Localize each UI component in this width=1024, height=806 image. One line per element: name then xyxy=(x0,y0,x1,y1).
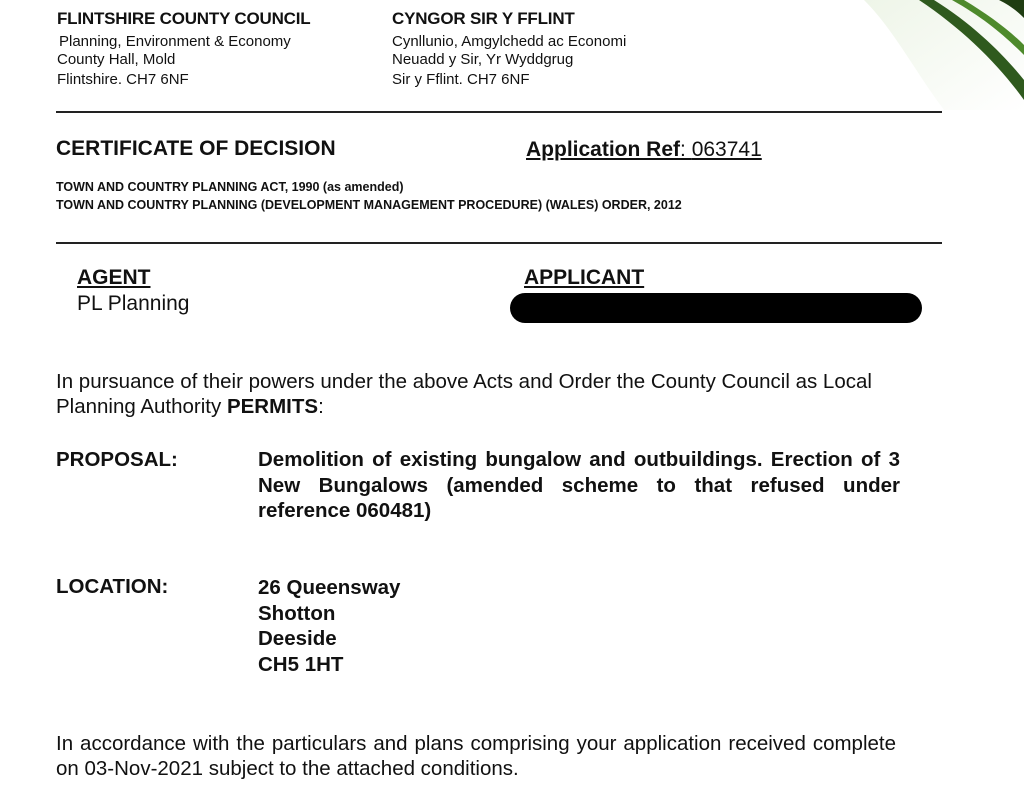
address-line-1-english: Planning, Environment & Economy xyxy=(59,33,291,50)
address-line-3-english: Flintshire. CH7 6NF xyxy=(57,71,189,88)
location-label: LOCATION: xyxy=(56,575,169,598)
agent-name: PL Planning xyxy=(77,292,190,315)
corner-swoosh-graphic xyxy=(824,0,1024,110)
agent-label: AGENT xyxy=(77,266,151,289)
decision-intro: In pursuance of their powers under the above Acts and Order the County Council as Local Planning Authority xyxy=(56,370,872,418)
decision-verdict-suffix: : xyxy=(318,395,324,418)
application-ref-label: Application Ref xyxy=(526,138,681,161)
application-ref-colon: : xyxy=(680,138,692,161)
application-reference xyxy=(526,138,762,162)
act-line-2: TOWN AND COUNTRY PLANNING (DEVELOPMENT MANAGEMENT PROCEDURE) (WALES) ORDER, 2012 xyxy=(56,198,682,212)
decision-verdict: PERMITS xyxy=(226,395,319,418)
address-line-2-english: County Hall, Mold xyxy=(57,51,176,68)
certificate-title: CERTIFICATE OF DECISION xyxy=(56,137,336,160)
location-line-1: 26 Queensway xyxy=(258,576,401,599)
applicant-label: APPLICANT xyxy=(524,266,645,289)
location-line-4: CH5 1HT xyxy=(258,653,344,676)
acts-divider xyxy=(56,242,942,244)
address-line-2-welsh: Neuadd y Sir, Yr Wyddgrug xyxy=(392,51,574,68)
application-ref-number: 063741 xyxy=(691,138,762,161)
applicant-redaction-block xyxy=(510,293,922,323)
council-name-welsh: CYNGOR SIR Y FFLINT xyxy=(392,9,575,28)
decision-statement xyxy=(56,369,906,419)
address-line-1-welsh: Cynllunio, Amgylchedd ac Economi xyxy=(392,33,627,50)
closing-statement: In accordance with the particulars and plans comprising your application received complete on 03-Nov-2021 subject to the attached conditions. xyxy=(56,732,896,780)
council-name-english: FLINTSHIRE COUNTY COUNCIL xyxy=(57,9,311,28)
header-divider xyxy=(56,111,942,113)
proposal-label: PROPOSAL: xyxy=(56,448,178,471)
address-line-3-welsh: Sir y Fflint. CH7 6NF xyxy=(392,71,530,88)
location-line-2: Shotton xyxy=(258,602,336,625)
proposal-text: Demolition of existing bungalow and outbuildings. Erection of 3 New Bungalows (amended scheme to that refused under reference 060481) xyxy=(258,448,900,522)
act-line-1: TOWN AND COUNTRY PLANNING ACT, 1990 (as amended) xyxy=(56,180,404,194)
location-line-3: Deeside xyxy=(258,627,337,650)
